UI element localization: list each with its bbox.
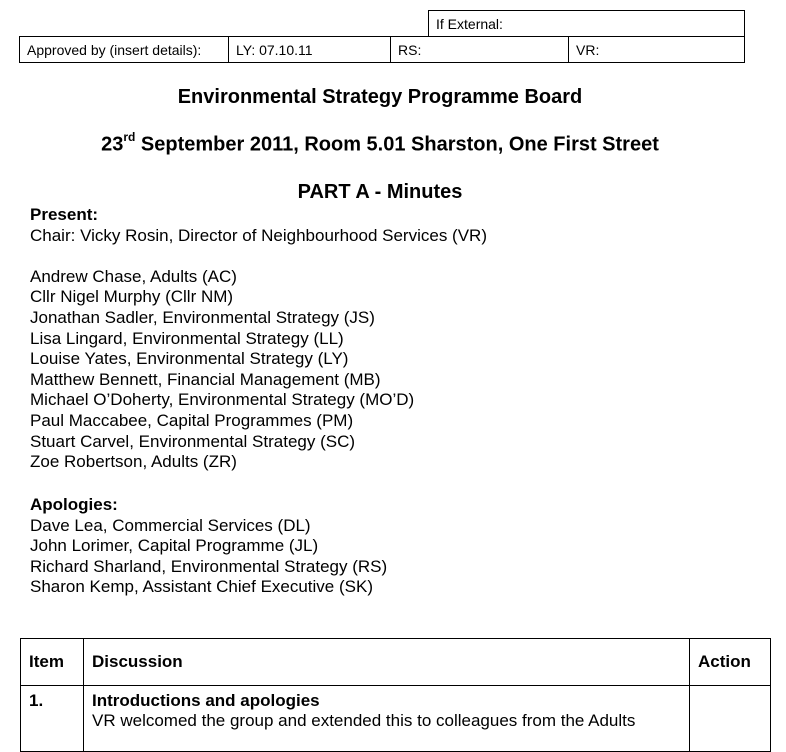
approval-table — [19, 10, 745, 63]
apologies-heading: Apologies: — [30, 495, 118, 514]
action-cell — [690, 686, 771, 752]
table-row — [21, 686, 771, 752]
document-title: Environmental Strategy Programme Board — [177, 86, 583, 108]
meeting-date-location — [0, 132, 760, 157]
attendee: Cllr Nigel Murphy (Cllr NM) — [30, 287, 234, 307]
apologies-section — [30, 495, 387, 598]
attendee: Matthew Bennett, Financial Management (MB) — [30, 369, 381, 389]
item-number: 1. — [21, 686, 84, 752]
part-heading: PART A - Minutes — [297, 181, 463, 203]
action-header: Action — [690, 639, 771, 686]
attendee: Jonathan Sadler, Environmental Strategy (JS) — [30, 307, 375, 327]
approval-row-external — [20, 11, 745, 37]
ly-cell: LY: 07.10.11 — [229, 37, 391, 63]
attendee: Andrew Chase, Adults (AC) — [30, 266, 237, 286]
item-title: Introductions and apologies — [92, 691, 320, 710]
attendee: Louise Yates, Environmental Strategy (LY) — [30, 349, 349, 369]
minutes-table — [20, 638, 771, 752]
item-header: Item — [21, 639, 84, 686]
minutes-header-row — [21, 639, 771, 686]
spacer — [30, 246, 487, 267]
date-rest: September 2011, Room 5.01 Sharston, One First Street — [135, 133, 659, 156]
apology: Richard Sharland, Environmental Strategy (RS) — [30, 556, 388, 576]
approved-by-label: Approved by (insert details): — [20, 37, 229, 63]
chair-line: Chair: Vicky Rosin, Director of Neighbourhood Services (VR) — [30, 225, 487, 245]
date-suffix: rd — [123, 130, 136, 144]
attendee: Paul Maccabee, Capital Programmes (PM) — [30, 410, 354, 430]
present-heading: Present: — [30, 205, 99, 224]
apology: John Lorimer, Capital Programme (JL) — [30, 536, 319, 556]
if-external-cell: If External: — [429, 11, 745, 37]
apology: Sharon Kemp, Assistant Chief Executive (SK) — [30, 577, 373, 597]
blank-cell — [20, 11, 429, 37]
item-text: VR welcomed the group and extended this to colleagues from the Adults — [92, 711, 636, 730]
date-day: 23 — [101, 133, 124, 156]
present-section — [30, 205, 487, 473]
approval-row-approved — [20, 37, 745, 63]
rs-cell: RS: — [391, 37, 569, 63]
attendee: Zoe Robertson, Adults (ZR) — [30, 452, 237, 472]
discussion-cell — [84, 686, 690, 752]
attendee: Lisa Lingard, Environmental Strategy (LL) — [30, 328, 344, 348]
attendee: Michael O’Doherty, Environmental Strategy (MO’D) — [30, 390, 415, 410]
attendee: Stuart Carvel, Environmental Strategy (SC) — [30, 431, 356, 451]
vr-cell: VR: — [569, 37, 745, 63]
discussion-header: Discussion — [84, 639, 690, 686]
apology: Dave Lea, Commercial Services (DL) — [30, 515, 311, 535]
